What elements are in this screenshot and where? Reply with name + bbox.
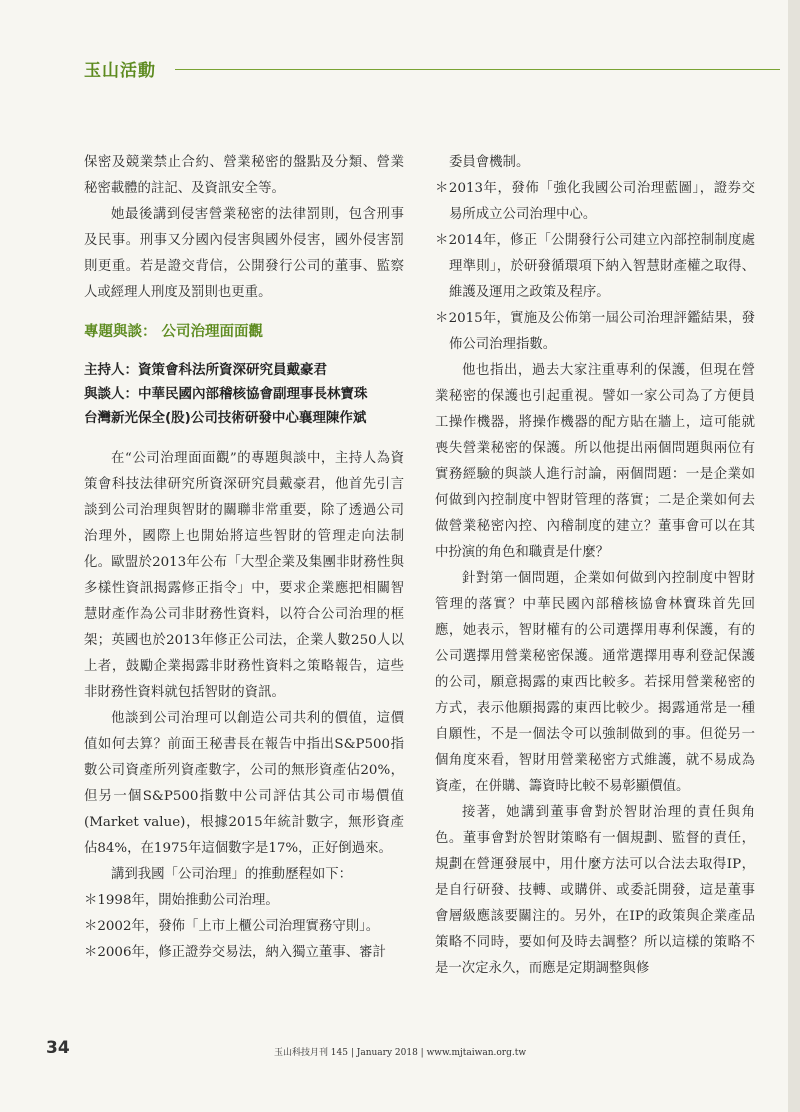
- panelist-line: 台灣新光保全(股)公司技術研發中心襄理陳作斌: [84, 410, 367, 426]
- section-header-label: 玉山活動: [84, 61, 156, 81]
- right-column: [435, 150, 755, 982]
- panelist-line: 與談人：中華民國內部稽核協會副理事長林寶珠: [84, 386, 368, 402]
- left-column: [84, 150, 404, 966]
- section-title: 專題與談： 公司治理面面觀: [84, 324, 264, 340]
- timeline-item: ＊2013年，發佈「強化我國公司治理藍圖」，證券交易所成立公司治理中心。: [435, 181, 755, 222]
- header-divider: [175, 69, 780, 70]
- page-number: 34: [46, 1038, 70, 1058]
- timeline-item: ＊2006年，修正證券交易法，納入獨立董事、審計: [84, 945, 386, 960]
- publication-footer: 玉山科技月刊 145 | January 2018 | www.mjtaiwan.org.tw: [273, 1048, 527, 1058]
- paragraph: 他談到公司治理可以創造公司共利的價值，這價值如何去算？前面王秘書長在報告中指出S&P500指數公司資產所列資產數字，公司的無形資產佔20%，但另一個S&P500指數中公司評估其公司市場價值(Market value)，根據2015年統計數字，無形資產佔84%，在1975年這個數字是17%，正好倒過來。: [84, 711, 404, 856]
- timeline-item-continuation: 委員會機制。: [449, 155, 530, 170]
- paragraph: 在“公司治理面面觀”的專題與談中，主持人為資策會科技法律研究所資深研究員戴豪君，他首先引言談到公司治理與智財的關聯非常重要，除了透過公司治理外，國際上也開始將這些智財的管理走向法制化。歐盟於2013年公布「大型企業及集團非財務性與多樣性資訊揭露修正指令」中，要求企業應把相關智慧財產作為公司非財務性資料，以符合公司治理的框架；英國也於2013年修正公司法，企業人數250人以上者，鼓勵企業揭露非財務性資料之策略報告，這些非財務性資料就包括智財的資訊。: [84, 451, 404, 700]
- timeline-item: ＊2002年，發佈「上市上櫃公司治理實務守則」。: [84, 919, 380, 934]
- paragraph: 他也指出，過去大家注重專利的保護，但現在營業秘密的保護也引起重視。譬如一家公司為了方便員工操作機器，將操作機器的配方貼在牆上，這可能就喪失營業秘密的保護。所以他提出兩個問題與兩位有實務經驗的與談人進行討論，兩個問題：一是企業如何做到內控制度中智財管理的落實；二是企業如何去做營業秘密內控、內稽制度的建立？董事會可以在其中扮演的角色和職責是什麼？: [435, 363, 755, 560]
- host-line: 主持人：資策會科法所資深研究員戴豪君: [84, 362, 327, 378]
- speaker-list: [84, 358, 404, 430]
- timeline-item: ＊2014年，修正「公開發行公司建立內部控制制度處理準則」，於研發循環項下納入智慧財產權之取得、維護及運用之政策及程序。: [435, 233, 755, 300]
- paragraph: 接著，她講到董事會對於智財治理的責任與角色。董事會對於智財策略有一個規劃、監督的責任，規劃在營運發展中，用什麼方法可以合法去取得IP，是自行研發、技轉、或購併、或委託開發，這是董事會層級應該要關注的。另外，在IP的政策與企業產品策略不同時，要如何及時去調整？所以這樣的策略不是一次定永久，而應是定期調整與修: [435, 805, 755, 976]
- paragraph: 針對第一個問題，企業如何做到內控制度中智財管理的落實？中華民國內部稽核協會林寶珠首先回應，她表示，智財權有的公司選擇用專利保護，有的公司選擇用營業秘密保護。通常選擇用專利登記保護的公司，願意揭露的東西比較多。若採用營業秘密的方式，表示他願揭露的東西比較少。揭露通常是一種自願性，不是一個法令可以強制做到的事。但從另一個角度來看，智財用營業秘密方式維護，就不易成為資產，在併購、籌資時比較不易彰顯價值。: [435, 571, 755, 794]
- timeline-item: ＊2015年，實施及公佈第一屆公司治理評鑑結果，發佈公司治理指數。: [435, 311, 755, 352]
- paragraph: 保密及競業禁止合約、營業秘密的盤點及分類、營業秘密載體的註記、及資訊安全等。: [84, 155, 404, 196]
- timeline-item: ＊1998年，開始推動公司治理。: [84, 893, 279, 908]
- page-edge-shadow: [788, 0, 800, 1112]
- paragraph: 她最後講到侵害營業秘密的法律罰則，包含刑事及民事。刑事又分國內侵害與國外侵害，國外侵害罰則更重。若是證交背信，公開發行公司的董事、監察人或經理人刑度及罰則也更重。: [84, 207, 404, 300]
- paragraph: 講到我國「公司治理」的推動歷程如下：: [111, 867, 353, 882]
